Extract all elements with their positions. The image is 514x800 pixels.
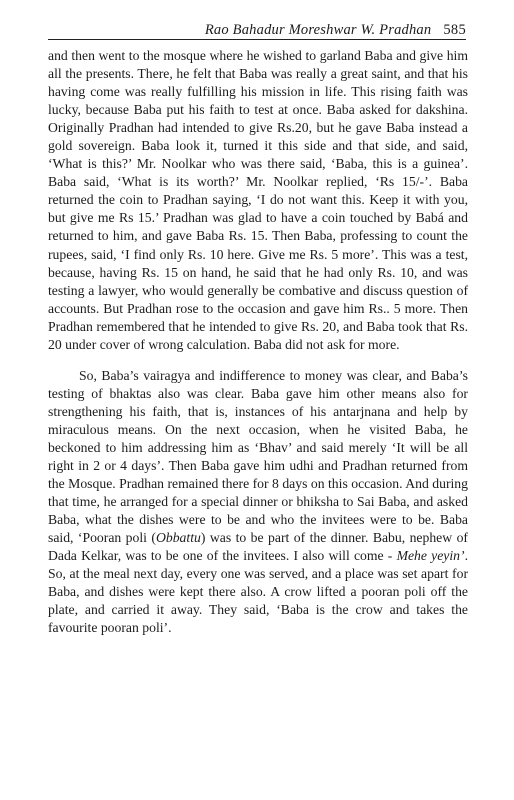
page-number: 585 (443, 22, 466, 38)
paragraph-2-text-middle: ) was to be part of the dinner. Babu, nephew of Dada Kelkar, was to be one of the invitees. I also will come - (48, 530, 468, 564)
paragraph-2 (48, 367, 468, 638)
paragraph-2-text-before: So, Baba’s vairagya and indifference to money was clear, and Baba’s testing of bhaktas also was clear. Baba gave him other means also for strengthening his faith, that is, instances of his antarjnana and help by miraculous means. On the next occasion, when he visited Baba, he beckoned to him addressing him as ‘Bhav’ and said merely ‘It will be all right in 2 or 4 days’. Then Baba gave him udhi and Pradhan returned from the Mosque. Pradhan remained there for 8 days on this occasion. And during that time, he arranged for a special dinner or bhiksha to Sai Baba, and asked Baba, what the dishes were to be and who the invitees were to be. Baba said, ‘Pooran poli ( (48, 367, 468, 546)
paragraph-2-italic-mehe-yeyin: Mehe yeyin’ (396, 548, 465, 564)
body-text (48, 47, 468, 638)
running-title: Rao Bahadur Moreshwar W. Pradhan (204, 22, 432, 38)
paragraph-2-text-after: . So, at the meal next day, every one was served, and a place was set apart for Baba, and dishes were kept there also. A crow lifted a pooran poli off the plate, and carried it away. They said, ‘Baba is the crow and takes the favourite pooran poli’. (48, 548, 469, 636)
paragraph-2-italic-obbattu: Obbattu (155, 530, 201, 546)
paragraph-1: and then went to the mosque where he wished to garland Baba and give him all the presents. There, he felt that Baba was really a great saint, and that his having come was really fulfilling his mission in life. This rising faith was lucky, because Baba put his faith to test at once. Baba asked for dakshina. Originally Pradhan had intended to give Rs.20, but he gave Baba instead a gold sovereign. Baba look it, turned it this side and that side, and said, ‘What is this?’ Mr. Noolkar who was there said, ‘Baba, this is a guinea’. Baba said, ‘What is its worth?’ Mr. Noolkar replied, ‘Rs 15/-’. Baba returned the coin to Pradhan saying, ‘I do not want this. Keep it with you, but give me Rs 15.’ Pradhan was glad to have a coin touched by Babá and returned to him, and gave Baba Rs. 15. Then Baba, professing to count the rupees, said, ‘I find only Rs. 10 here. Give me Rs. 5 more’. This was a test, because, having Rs. 15 on hand, he said that he had only Rs. 10, and was testing a lawyer, who would generally be combative and discuss question of accounts. But Pradhan rose to the occasion and gave him Rs.. 5 more. Then Pradhan remembered that he intended to give Rs. 20, and Baba took that Rs. 20 under cover of wrong calculation. Baba did not ask for more. (48, 48, 468, 352)
running-header (48, 17, 466, 40)
